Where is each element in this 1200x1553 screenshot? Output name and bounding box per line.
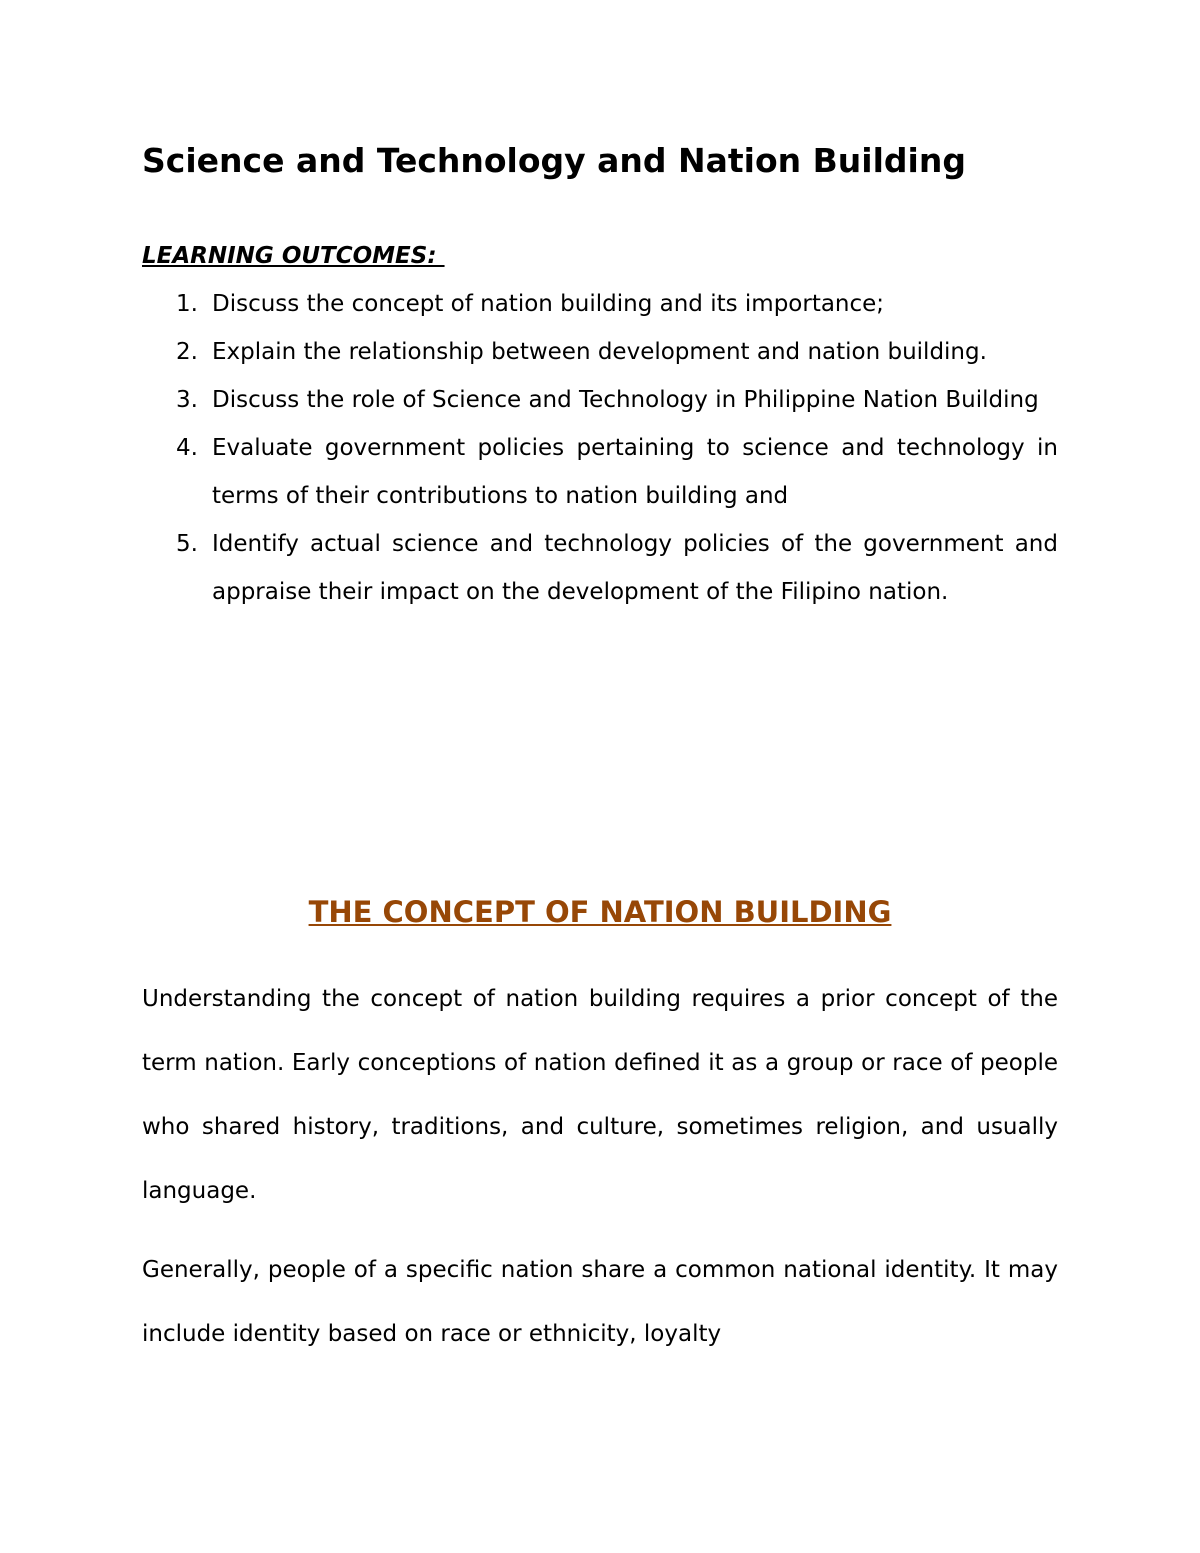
- learning-outcomes-list: [142, 280, 1058, 616]
- list-item-number: 3.: [176, 387, 198, 413]
- list-item-text: Explain the relationship between development and nation building.: [212, 339, 987, 365]
- document-title: Science and Technology and Nation Building: [142, 141, 966, 180]
- body-paragraph: Understanding the concept of nation building requires a prior concept of the term nation. Early conceptions of nation defined it as a group or race of people who shared history, traditions, and culture, sometimes religion, and usually language.: [142, 986, 1058, 1204]
- list-item: [142, 280, 1058, 328]
- list-item: [142, 424, 1058, 520]
- body-paragraph: Generally, people of a specific nation share a common national identity. It may include identity based on race or ethnicity, loyalty: [142, 1257, 1058, 1347]
- list-item: [142, 376, 1058, 424]
- section-heading: THE CONCEPT OF NATION BUILDING: [308, 895, 892, 929]
- list-item-text: Evaluate government policies pertaining to science and technology in terms of their contributions to nation building and: [212, 435, 1058, 509]
- list-item-text: Discuss the role of Science and Technology in Philippine Nation Building: [212, 387, 1039, 413]
- list-item: [142, 520, 1058, 616]
- list-item-number: 1.: [176, 291, 198, 317]
- list-item-number: 2.: [176, 339, 198, 365]
- list-item: [142, 328, 1058, 376]
- list-item-number: 5.: [176, 531, 198, 557]
- list-item-text: Identify actual science and technology policies of the government and appraise their impact on the development of the Filipino nation.: [212, 531, 1058, 605]
- list-item-text: Discuss the concept of nation building and its importance;: [212, 291, 885, 317]
- list-item-number: 4.: [176, 435, 198, 461]
- learning-outcomes-label: LEARNING OUTCOMES:: [142, 243, 445, 269]
